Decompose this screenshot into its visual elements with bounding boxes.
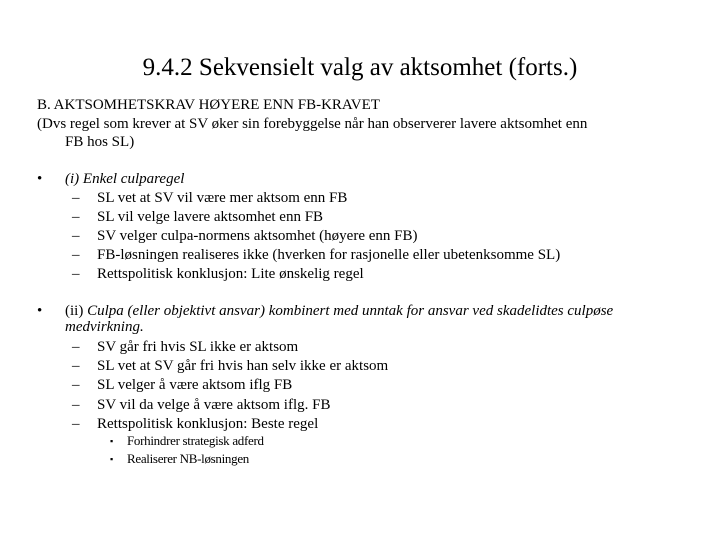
bullet-1-label: (i) Enkel culparegel — [65, 171, 185, 187]
dash-marker: – — [72, 228, 80, 244]
list-item: SV vil da velge å være aktsom iflg. FB — [97, 397, 331, 413]
bullet-2-label-roman: (ii) — [65, 303, 88, 319]
intro-line-1: (Dvs regel som krever at SV øker sin forebyggelse når han observerer lavere aktsomhet enn — [37, 116, 588, 132]
dash-marker: – — [72, 377, 80, 393]
bullet-marker: • — [37, 303, 43, 319]
list-item: SL vet at SV vil være mer aktsom enn FB — [97, 190, 348, 206]
section-heading: B. AKTSOMHETSKRAV HØYERE ENN FB-KRAVET — [37, 97, 380, 113]
square-bullet-icon: ▪ — [110, 454, 114, 464]
dash-marker: – — [72, 190, 80, 206]
list-item: Rettspolitisk konklusjon: Beste regel — [97, 416, 319, 432]
intro-line-2: FB hos SL) — [65, 134, 135, 150]
list-subitem: Realiserer NB-løsningen — [127, 451, 249, 466]
dash-marker: – — [72, 209, 80, 225]
list-item: SV går fri hvis SL ikke er aktsom — [97, 339, 299, 355]
dash-marker: – — [72, 266, 80, 282]
bullet-2-label-cont: medvirkning. — [65, 319, 144, 335]
dash-marker: – — [72, 358, 80, 374]
list-item: SV velger culpa-normens aktsomhet (høyere enn FB) — [97, 228, 418, 244]
dash-marker: – — [72, 339, 80, 355]
dash-marker: – — [72, 247, 80, 263]
dash-marker: – — [72, 397, 80, 413]
list-item: SL velger å være aktsom iflg FB — [97, 377, 293, 393]
bullet-2-label-italic: Culpa (eller objektivt ansvar) kombinert med unntak for ansvar ved skadelidtes culpøse — [87, 303, 614, 319]
dash-marker: – — [72, 416, 80, 432]
list-subitem: Forhindrer strategisk adferd — [127, 433, 264, 448]
square-bullet-icon: ▪ — [110, 436, 114, 446]
list-item: FB-løsningen realiseres ikke (hverken for rasjonelle eller ubetenksomme SL) — [97, 247, 561, 263]
list-item: SL vet at SV går fri hvis han selv ikke er aktsom — [97, 358, 389, 374]
slide-title: 9.4.2 Sekvensielt valg av aktsomhet (forts.) — [142, 54, 578, 81]
bullet-marker: • — [37, 171, 43, 187]
bullet-2-label — [65, 302, 613, 321]
list-item: SL vil velge lavere aktsomhet enn FB — [97, 209, 324, 225]
list-item: Rettspolitisk konklusjon: Lite ønskelig regel — [97, 266, 364, 282]
